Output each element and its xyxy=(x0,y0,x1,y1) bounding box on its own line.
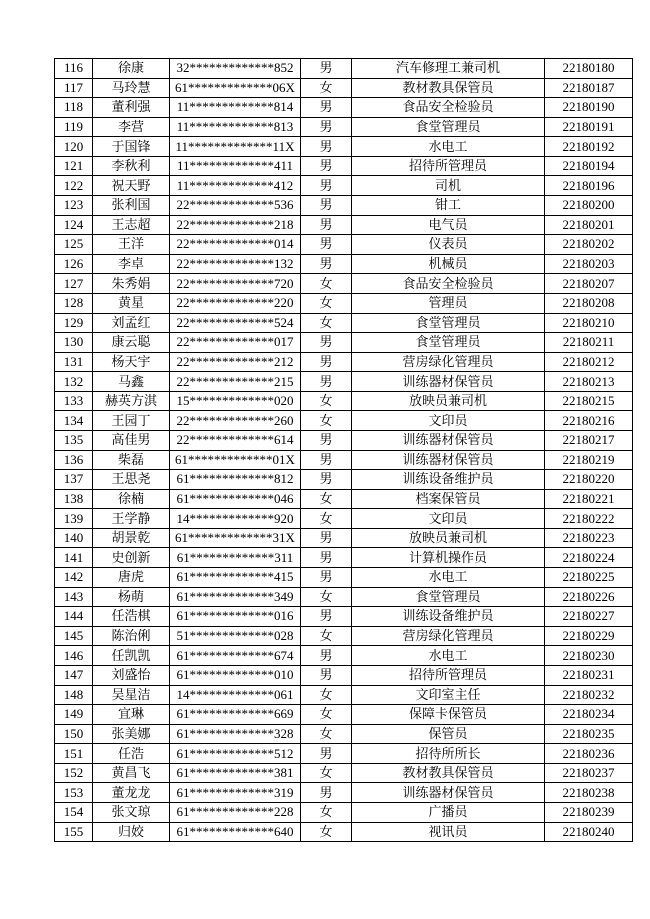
cell-serial-number: 149 xyxy=(55,705,93,725)
cell-gender: 女 xyxy=(301,724,352,744)
cell-name: 于国锋 xyxy=(93,137,170,157)
roster-table xyxy=(54,58,633,842)
table-row xyxy=(55,489,633,509)
table-row xyxy=(55,333,633,353)
cell-gender: 男 xyxy=(301,548,352,568)
cell-name: 吴星洁 xyxy=(93,685,170,705)
cell-name: 任浩 xyxy=(93,744,170,764)
cell-position: 食堂管理员 xyxy=(352,587,545,607)
table-row xyxy=(55,626,633,646)
cell-name: 高佳男 xyxy=(93,430,170,450)
cell-id-number: 61*************01X xyxy=(170,450,301,470)
cell-name: 徐康 xyxy=(93,59,170,79)
table-row xyxy=(55,587,633,607)
cell-position: 司机 xyxy=(352,176,545,196)
cell-gender: 男 xyxy=(301,137,352,157)
cell-serial-number: 143 xyxy=(55,587,93,607)
cell-id-number: 22*************014 xyxy=(170,235,301,255)
cell-serial-number: 154 xyxy=(55,802,93,822)
cell-serial-number: 128 xyxy=(55,293,93,313)
table-row xyxy=(55,802,633,822)
cell-position: 文印员 xyxy=(352,411,545,431)
cell-exam-number: 22180225 xyxy=(545,568,633,588)
cell-id-number: 22*************215 xyxy=(170,372,301,392)
cell-position: 保管员 xyxy=(352,724,545,744)
cell-position: 教材教具保管员 xyxy=(352,78,545,98)
cell-gender: 男 xyxy=(301,176,352,196)
cell-id-number: 61*************415 xyxy=(170,568,301,588)
table-row xyxy=(55,548,633,568)
table-row xyxy=(55,78,633,98)
cell-serial-number: 144 xyxy=(55,607,93,627)
cell-exam-number: 22180220 xyxy=(545,470,633,490)
cell-serial-number: 140 xyxy=(55,528,93,548)
cell-serial-number: 147 xyxy=(55,665,93,685)
cell-gender: 男 xyxy=(301,430,352,450)
cell-position: 招待所管理员 xyxy=(352,156,545,176)
cell-position: 水电工 xyxy=(352,137,545,157)
cell-position: 训练设备维护员 xyxy=(352,607,545,627)
cell-position: 训练设备维护员 xyxy=(352,470,545,490)
cell-name: 王园丁 xyxy=(93,411,170,431)
table-row xyxy=(55,705,633,725)
cell-exam-number: 22180237 xyxy=(545,763,633,783)
cell-serial-number: 153 xyxy=(55,783,93,803)
cell-name: 董利强 xyxy=(93,98,170,118)
cell-exam-number: 22180201 xyxy=(545,215,633,235)
cell-name: 李秋利 xyxy=(93,156,170,176)
cell-position: 仪表员 xyxy=(352,235,545,255)
table-row xyxy=(55,391,633,411)
cell-name: 李营 xyxy=(93,117,170,137)
cell-id-number: 11*************813 xyxy=(170,117,301,137)
cell-id-number: 22*************536 xyxy=(170,196,301,216)
cell-id-number: 61*************674 xyxy=(170,646,301,666)
cell-exam-number: 22180236 xyxy=(545,744,633,764)
cell-serial-number: 137 xyxy=(55,470,93,490)
table-row xyxy=(55,646,633,666)
cell-serial-number: 126 xyxy=(55,254,93,274)
cell-id-number: 22*************260 xyxy=(170,411,301,431)
table-row xyxy=(55,411,633,431)
table-row xyxy=(55,98,633,118)
cell-id-number: 61*************016 xyxy=(170,607,301,627)
cell-id-number: 22*************720 xyxy=(170,274,301,294)
cell-name: 刘盛怡 xyxy=(93,665,170,685)
cell-name: 朱秀娟 xyxy=(93,274,170,294)
cell-name: 徐楠 xyxy=(93,489,170,509)
cell-serial-number: 150 xyxy=(55,724,93,744)
cell-id-number: 22*************212 xyxy=(170,352,301,372)
cell-exam-number: 22180200 xyxy=(545,196,633,216)
cell-gender: 男 xyxy=(301,607,352,627)
cell-position: 文印员 xyxy=(352,509,545,529)
table-row xyxy=(55,313,633,333)
table-row xyxy=(55,822,633,842)
table-row xyxy=(55,528,633,548)
table-row xyxy=(55,783,633,803)
table-row xyxy=(55,665,633,685)
cell-name: 李卓 xyxy=(93,254,170,274)
cell-name: 任浩棋 xyxy=(93,607,170,627)
cell-name: 唐虎 xyxy=(93,568,170,588)
cell-id-number: 22*************132 xyxy=(170,254,301,274)
cell-exam-number: 22180238 xyxy=(545,783,633,803)
cell-exam-number: 22180203 xyxy=(545,254,633,274)
cell-serial-number: 118 xyxy=(55,98,93,118)
cell-id-number: 61*************228 xyxy=(170,802,301,822)
cell-gender: 男 xyxy=(301,117,352,137)
cell-position: 食品安全检验员 xyxy=(352,274,545,294)
table-row xyxy=(55,685,633,705)
cell-position: 训练器材保管员 xyxy=(352,783,545,803)
table-row xyxy=(55,430,633,450)
cell-gender: 男 xyxy=(301,156,352,176)
cell-gender: 男 xyxy=(301,783,352,803)
cell-serial-number: 134 xyxy=(55,411,93,431)
cell-name: 刘孟红 xyxy=(93,313,170,333)
cell-id-number: 61*************319 xyxy=(170,783,301,803)
cell-position: 招待所管理员 xyxy=(352,665,545,685)
table-row xyxy=(55,215,633,235)
cell-serial-number: 146 xyxy=(55,646,93,666)
cell-position: 食堂管理员 xyxy=(352,333,545,353)
cell-serial-number: 135 xyxy=(55,430,93,450)
cell-position: 钳工 xyxy=(352,196,545,216)
cell-name: 柴磊 xyxy=(93,450,170,470)
cell-id-number: 61*************06X xyxy=(170,78,301,98)
table-row xyxy=(55,59,633,79)
cell-serial-number: 136 xyxy=(55,450,93,470)
cell-exam-number: 22180222 xyxy=(545,509,633,529)
cell-position: 训练器材保管员 xyxy=(352,430,545,450)
cell-position: 广播员 xyxy=(352,802,545,822)
cell-name: 归姣 xyxy=(93,822,170,842)
cell-serial-number: 132 xyxy=(55,372,93,392)
cell-gender: 女 xyxy=(301,509,352,529)
cell-exam-number: 22180221 xyxy=(545,489,633,509)
cell-position: 训练器材保管员 xyxy=(352,450,545,470)
cell-exam-number: 22180216 xyxy=(545,411,633,431)
cell-name: 史创新 xyxy=(93,548,170,568)
cell-gender: 男 xyxy=(301,59,352,79)
cell-exam-number: 22180210 xyxy=(545,313,633,333)
cell-exam-number: 22180215 xyxy=(545,391,633,411)
cell-exam-number: 22180234 xyxy=(545,705,633,725)
cell-position: 管理员 xyxy=(352,293,545,313)
cell-position: 食品安全检验员 xyxy=(352,98,545,118)
cell-id-number: 22*************017 xyxy=(170,333,301,353)
cell-id-number: 61*************381 xyxy=(170,763,301,783)
cell-exam-number: 22180192 xyxy=(545,137,633,157)
cell-exam-number: 22180231 xyxy=(545,665,633,685)
cell-serial-number: 141 xyxy=(55,548,93,568)
cell-exam-number: 22180207 xyxy=(545,274,633,294)
cell-position: 放映员兼司机 xyxy=(352,528,545,548)
cell-id-number: 61*************669 xyxy=(170,705,301,725)
table-row xyxy=(55,509,633,529)
cell-exam-number: 22180187 xyxy=(545,78,633,98)
cell-serial-number: 142 xyxy=(55,568,93,588)
cell-serial-number: 127 xyxy=(55,274,93,294)
cell-position: 训练器材保管员 xyxy=(352,372,545,392)
cell-gender: 女 xyxy=(301,763,352,783)
cell-id-number: 11*************11X xyxy=(170,137,301,157)
cell-serial-number: 138 xyxy=(55,489,93,509)
cell-name: 黄星 xyxy=(93,293,170,313)
cell-gender: 女 xyxy=(301,685,352,705)
cell-exam-number: 22180191 xyxy=(545,117,633,137)
cell-exam-number: 22180213 xyxy=(545,372,633,392)
cell-serial-number: 116 xyxy=(55,59,93,79)
table-row xyxy=(55,196,633,216)
cell-id-number: 61*************311 xyxy=(170,548,301,568)
cell-gender: 女 xyxy=(301,626,352,646)
cell-exam-number: 22180235 xyxy=(545,724,633,744)
cell-id-number: 61*************812 xyxy=(170,470,301,490)
cell-id-number: 61*************31X xyxy=(170,528,301,548)
table-row xyxy=(55,724,633,744)
roster-body xyxy=(55,59,633,842)
cell-position: 食堂管理员 xyxy=(352,313,545,333)
cell-serial-number: 119 xyxy=(55,117,93,137)
cell-position: 电气员 xyxy=(352,215,545,235)
cell-id-number: 61*************010 xyxy=(170,665,301,685)
cell-id-number: 22*************614 xyxy=(170,430,301,450)
table-row xyxy=(55,352,633,372)
cell-position: 机械员 xyxy=(352,254,545,274)
cell-serial-number: 117 xyxy=(55,78,93,98)
cell-serial-number: 121 xyxy=(55,156,93,176)
cell-gender: 男 xyxy=(301,352,352,372)
cell-id-number: 14*************920 xyxy=(170,509,301,529)
cell-name: 黄昌飞 xyxy=(93,763,170,783)
cell-gender: 男 xyxy=(301,528,352,548)
cell-name: 胡景乾 xyxy=(93,528,170,548)
cell-exam-number: 22180230 xyxy=(545,646,633,666)
table-row xyxy=(55,176,633,196)
cell-name: 马鑫 xyxy=(93,372,170,392)
cell-position: 保障卡保管员 xyxy=(352,705,545,725)
cell-name: 张文琼 xyxy=(93,802,170,822)
cell-serial-number: 131 xyxy=(55,352,93,372)
cell-id-number: 61*************046 xyxy=(170,489,301,509)
cell-position: 教材教具保管员 xyxy=(352,763,545,783)
table-row xyxy=(55,137,633,157)
cell-gender: 女 xyxy=(301,411,352,431)
cell-gender: 男 xyxy=(301,744,352,764)
cell-id-number: 14*************061 xyxy=(170,685,301,705)
table-row xyxy=(55,372,633,392)
cell-name: 杨萌 xyxy=(93,587,170,607)
cell-position: 放映员兼司机 xyxy=(352,391,545,411)
cell-gender: 男 xyxy=(301,98,352,118)
cell-id-number: 22*************218 xyxy=(170,215,301,235)
cell-position: 档案保管员 xyxy=(352,489,545,509)
table-row xyxy=(55,117,633,137)
cell-gender: 女 xyxy=(301,78,352,98)
cell-name: 杨天宇 xyxy=(93,352,170,372)
cell-gender: 女 xyxy=(301,802,352,822)
cell-exam-number: 22180239 xyxy=(545,802,633,822)
cell-gender: 男 xyxy=(301,665,352,685)
cell-name: 张利国 xyxy=(93,196,170,216)
cell-gender: 女 xyxy=(301,274,352,294)
cell-name: 祝天野 xyxy=(93,176,170,196)
cell-position: 视讯员 xyxy=(352,822,545,842)
cell-position: 文印室主任 xyxy=(352,685,545,705)
cell-gender: 男 xyxy=(301,450,352,470)
cell-name: 陈治俐 xyxy=(93,626,170,646)
cell-serial-number: 129 xyxy=(55,313,93,333)
cell-gender: 男 xyxy=(301,470,352,490)
cell-id-number: 51*************028 xyxy=(170,626,301,646)
cell-exam-number: 22180223 xyxy=(545,528,633,548)
table-row xyxy=(55,744,633,764)
cell-serial-number: 130 xyxy=(55,333,93,353)
cell-exam-number: 22180194 xyxy=(545,156,633,176)
cell-id-number: 15*************020 xyxy=(170,391,301,411)
cell-serial-number: 139 xyxy=(55,509,93,529)
cell-id-number: 61*************328 xyxy=(170,724,301,744)
cell-id-number: 61*************640 xyxy=(170,822,301,842)
cell-gender: 男 xyxy=(301,646,352,666)
table-row xyxy=(55,470,633,490)
table-row xyxy=(55,763,633,783)
cell-position: 营房绿化管理员 xyxy=(352,626,545,646)
cell-gender: 女 xyxy=(301,293,352,313)
cell-serial-number: 125 xyxy=(55,235,93,255)
cell-position: 水电工 xyxy=(352,568,545,588)
cell-exam-number: 22180226 xyxy=(545,587,633,607)
cell-exam-number: 22180240 xyxy=(545,822,633,842)
table-row xyxy=(55,607,633,627)
cell-id-number: 11*************411 xyxy=(170,156,301,176)
cell-name: 张美娜 xyxy=(93,724,170,744)
cell-gender: 男 xyxy=(301,333,352,353)
table-row xyxy=(55,254,633,274)
cell-name: 王思尧 xyxy=(93,470,170,490)
table-row xyxy=(55,274,633,294)
cell-position: 食堂管理员 xyxy=(352,117,545,137)
cell-serial-number: 151 xyxy=(55,744,93,764)
cell-serial-number: 133 xyxy=(55,391,93,411)
table-row xyxy=(55,235,633,255)
cell-exam-number: 22180211 xyxy=(545,333,633,353)
cell-serial-number: 120 xyxy=(55,137,93,157)
cell-id-number: 22*************524 xyxy=(170,313,301,333)
cell-serial-number: 123 xyxy=(55,196,93,216)
table-row xyxy=(55,450,633,470)
cell-id-number: 61*************349 xyxy=(170,587,301,607)
cell-serial-number: 145 xyxy=(55,626,93,646)
cell-gender: 男 xyxy=(301,568,352,588)
cell-exam-number: 22180217 xyxy=(545,430,633,450)
cell-name: 康云聪 xyxy=(93,333,170,353)
cell-exam-number: 22180196 xyxy=(545,176,633,196)
cell-exam-number: 22180232 xyxy=(545,685,633,705)
cell-id-number: 11*************412 xyxy=(170,176,301,196)
cell-name: 宜琳 xyxy=(93,705,170,725)
cell-name: 王志超 xyxy=(93,215,170,235)
cell-gender: 女 xyxy=(301,822,352,842)
cell-id-number: 61*************512 xyxy=(170,744,301,764)
cell-exam-number: 22180224 xyxy=(545,548,633,568)
cell-exam-number: 22180180 xyxy=(545,59,633,79)
cell-gender: 女 xyxy=(301,705,352,725)
cell-name: 董龙龙 xyxy=(93,783,170,803)
cell-gender: 男 xyxy=(301,196,352,216)
cell-gender: 男 xyxy=(301,215,352,235)
cell-id-number: 32*************852 xyxy=(170,59,301,79)
cell-serial-number: 124 xyxy=(55,215,93,235)
cell-gender: 女 xyxy=(301,489,352,509)
cell-exam-number: 22180219 xyxy=(545,450,633,470)
cell-id-number: 11*************814 xyxy=(170,98,301,118)
cell-name: 赫英方淇 xyxy=(93,391,170,411)
cell-name: 王洋 xyxy=(93,235,170,255)
cell-exam-number: 22180212 xyxy=(545,352,633,372)
cell-position: 汽车修理工兼司机 xyxy=(352,59,545,79)
cell-name: 王学静 xyxy=(93,509,170,529)
cell-gender: 男 xyxy=(301,372,352,392)
cell-name: 马玲慧 xyxy=(93,78,170,98)
table-row xyxy=(55,156,633,176)
cell-exam-number: 22180208 xyxy=(545,293,633,313)
cell-exam-number: 22180227 xyxy=(545,607,633,627)
cell-position: 计算机操作员 xyxy=(352,548,545,568)
cell-exam-number: 22180202 xyxy=(545,235,633,255)
cell-exam-number: 22180229 xyxy=(545,626,633,646)
table-row xyxy=(55,293,633,313)
cell-exam-number: 22180190 xyxy=(545,98,633,118)
cell-position: 营房绿化管理员 xyxy=(352,352,545,372)
cell-gender: 男 xyxy=(301,235,352,255)
cell-serial-number: 122 xyxy=(55,176,93,196)
cell-serial-number: 152 xyxy=(55,763,93,783)
cell-name: 任凯凯 xyxy=(93,646,170,666)
cell-gender: 女 xyxy=(301,391,352,411)
table-row xyxy=(55,568,633,588)
cell-id-number: 22*************220 xyxy=(170,293,301,313)
cell-gender: 女 xyxy=(301,587,352,607)
cell-position: 招待所所长 xyxy=(352,744,545,764)
cell-serial-number: 155 xyxy=(55,822,93,842)
cell-gender: 女 xyxy=(301,313,352,333)
cell-position: 水电工 xyxy=(352,646,545,666)
cell-gender: 男 xyxy=(301,254,352,274)
cell-serial-number: 148 xyxy=(55,685,93,705)
